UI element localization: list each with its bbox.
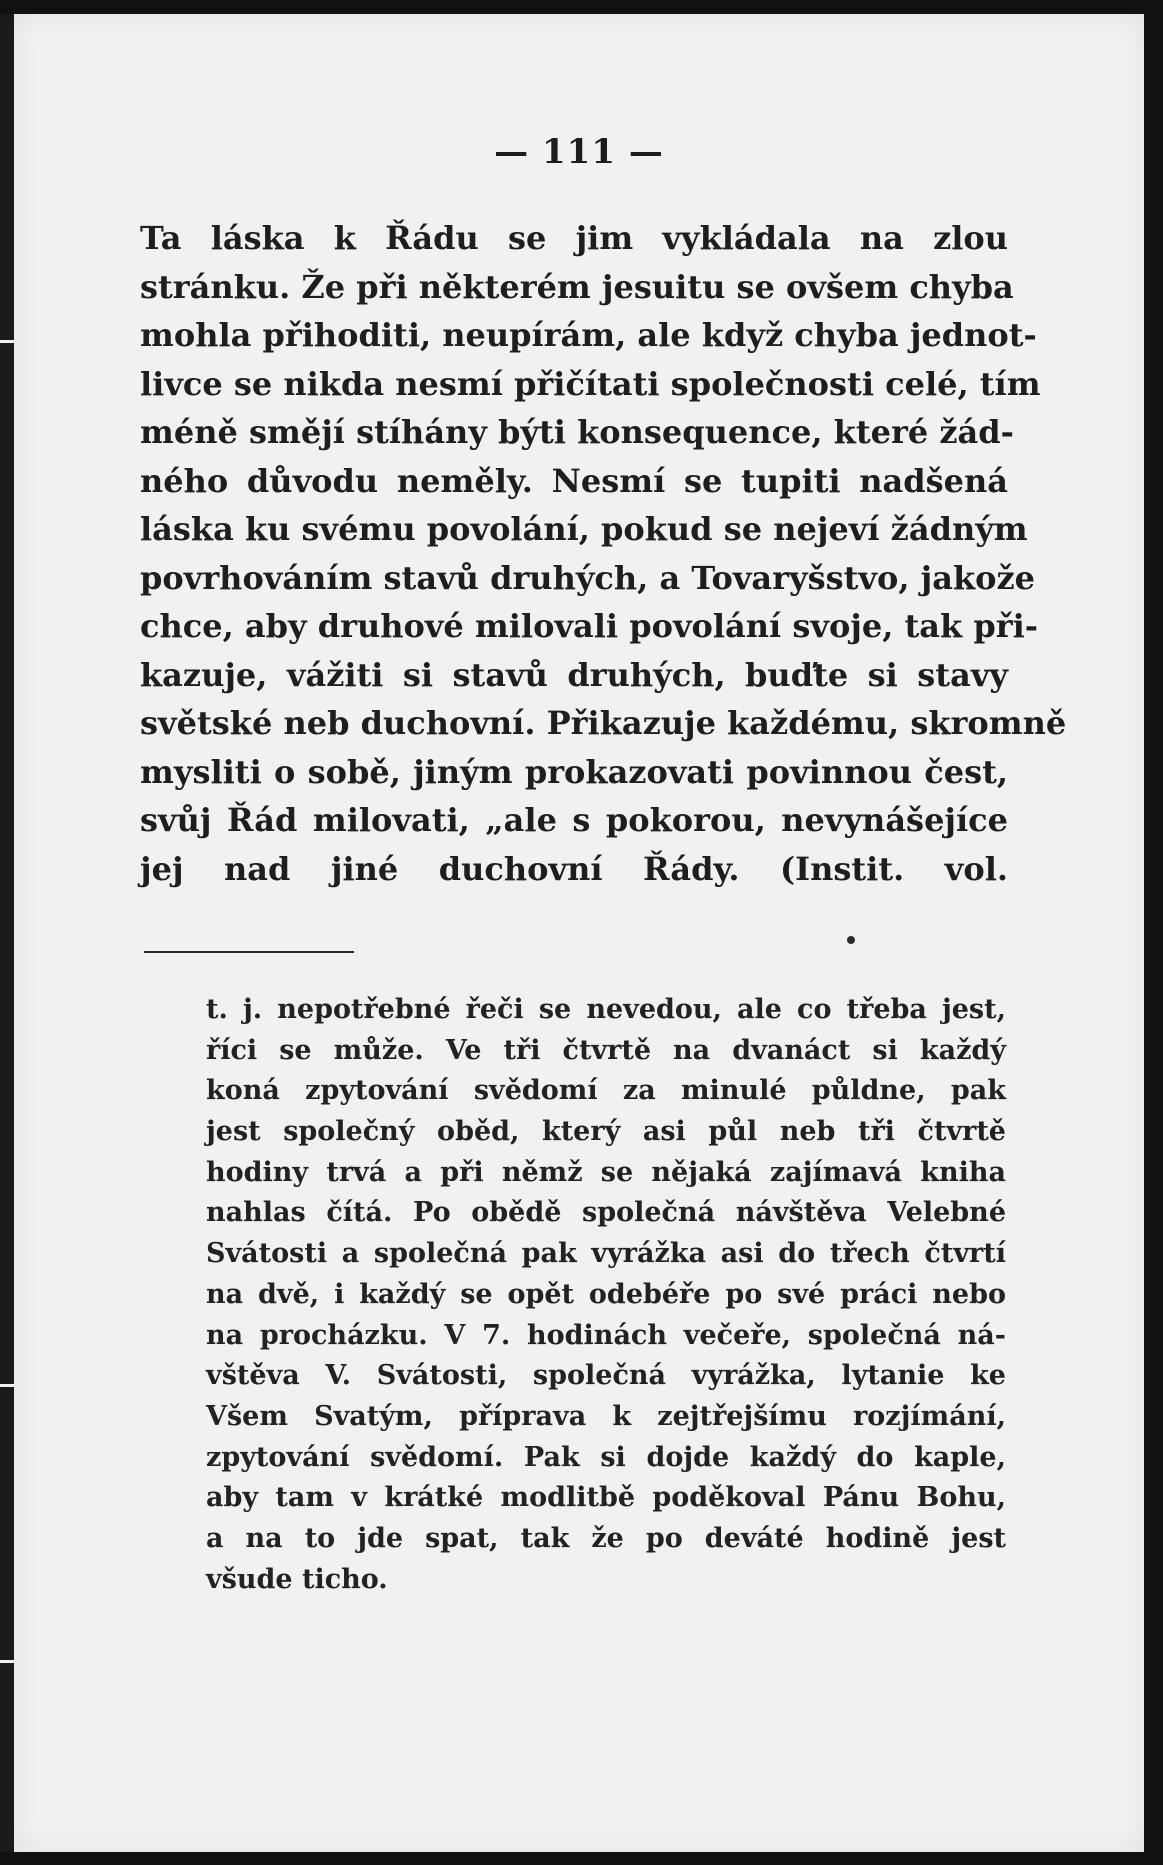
book-page bbox=[14, 14, 1144, 1852]
footnote-line: vštěva V. Svátosti, společná vyrážka, lytanie ke bbox=[206, 1360, 1006, 1392]
text-line: chce, aby druhové milovali povolání svoje, tak při- bbox=[140, 607, 1038, 645]
print-speck bbox=[847, 936, 855, 944]
text-line: svůj Řád milovati, „ale s pokorou, nevynášejíce bbox=[140, 801, 1008, 839]
footnote-line: zpytování svědomí. Pak si dojde každý do kaple, bbox=[206, 1441, 1006, 1473]
footnote-line: Všem Svatým, příprava k zejtřejšímu rozjímání, bbox=[206, 1400, 1006, 1432]
text-line: livce se nikda nesmí přičítati společnosti celé, tím bbox=[140, 364, 1041, 403]
footnote-line: jest společný oběd, který asi půl neb tři čtvrtě bbox=[206, 1116, 1006, 1148]
text-line: méně smějí stíhány býti konsequence, které žád- bbox=[140, 413, 1014, 451]
footnote bbox=[206, 990, 1006, 1600]
footnote-line: koná zpytování svědomí za minulé půldne, pak bbox=[206, 1075, 1006, 1107]
footnote-line: Svátosti a společná pak vyrážka asi do třech čtvrtí bbox=[206, 1238, 1006, 1270]
main-text bbox=[140, 214, 1067, 893]
footnote-line: a na to jde spat, tak že po deváté hodině jest bbox=[206, 1522, 1006, 1554]
text-line: povrhováním stavů druhých, a Tovaryšstvo, jakože bbox=[140, 558, 1035, 597]
footnote-line: na dvě, i každý se opět odebéře po své práci nebo bbox=[206, 1278, 1006, 1310]
footnote-line: nahlas čítá. Po obědě společná návštěva Velebné bbox=[206, 1197, 1006, 1229]
text-line: mysliti o sobě, jiným prokazovati povinnou čest, bbox=[140, 752, 1008, 791]
footnote-line: aby tam v krátké modlitbě poděkoval Pánu Bohu, bbox=[206, 1482, 1006, 1514]
text-line: světské neb duchovní. Přikazuje každému, skromně bbox=[140, 704, 1067, 742]
footnote-line: na procházku. V 7. hodinách večeře, společná ná- bbox=[206, 1319, 1006, 1351]
text-line: jej nad jiné duchovní Řády. (Instit. vol. bbox=[140, 849, 1008, 888]
text-line: láska ku svému povolání, pokud se nejeví žádným bbox=[140, 510, 1028, 548]
text-line: ného důvodu neměly. Nesmí se tupiti nadšená bbox=[140, 461, 1008, 500]
footnote-line: hodiny trvá a při němž se nějaká zajímavá kniha bbox=[206, 1156, 1006, 1188]
scan-edge-mark bbox=[0, 1660, 14, 1663]
footnote-line: všude ticho. bbox=[206, 1563, 388, 1595]
text-line: kazuje, vážiti si stavů druhých, buďte si stavy bbox=[140, 655, 1008, 694]
scan-edge-mark bbox=[0, 1384, 14, 1387]
page-number: — 111 — bbox=[494, 132, 664, 172]
scan-left-edge bbox=[0, 14, 14, 1852]
scan-edge-mark bbox=[0, 340, 14, 343]
text-line: mohla přihoditi, neupírám, ale když chyba jednot- bbox=[140, 316, 1037, 354]
footnote-line: říci se může. Ve tři čtvrtě na dvanáct si každý bbox=[206, 1034, 1006, 1066]
footnote-divider bbox=[144, 951, 354, 953]
text-line: stránku. Že při některém jesuitu se ovšem chyba bbox=[140, 267, 1014, 306]
text-line: Ta láska k Řádu se jim vykládala na zlou bbox=[140, 219, 1008, 257]
footnote-line: t. j. nepotřebné řeči se nevedou, ale co třeba jest, bbox=[206, 994, 1006, 1025]
